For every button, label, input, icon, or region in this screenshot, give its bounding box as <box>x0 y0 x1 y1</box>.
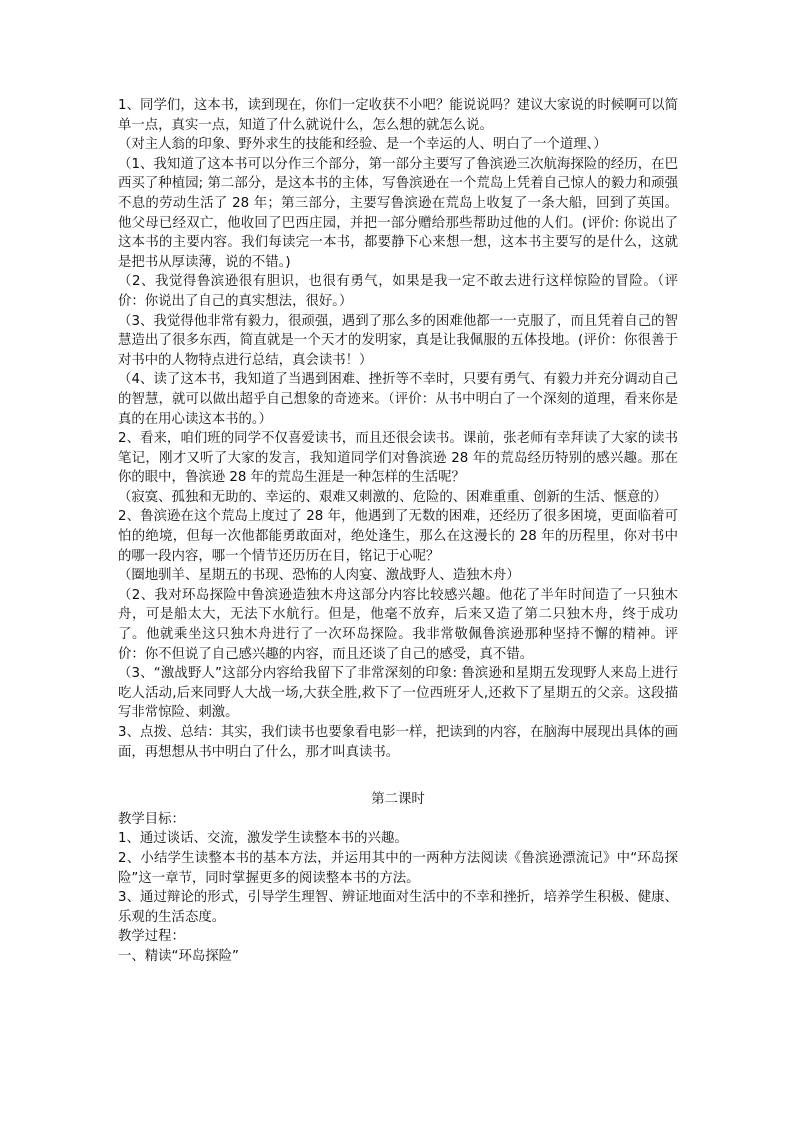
subsection-heading: 一、精读“环岛探险” <box>118 948 239 964</box>
paragraph: 3、点拨、总结：其实，我们读书也要象看电影一样，把读到的内容，在脑海中展现出具体的画面，再想想从书中明白了什么，那才叫真读书。 <box>118 725 678 760</box>
list-item: 3、通过辩论的形式，引导学生理智、辨证地面对生活中的不幸和挫折，培养学生积极、健康、乐观的生活态度。 <box>118 890 678 925</box>
paragraph: 1、同学们，这本书，读到现在，你们一定收获不小吧？能说说吗？建议大家说的时候啊可以简单一点，真实一点，知道了什么就说什么，怎么想的就怎么说。 <box>118 98 678 133</box>
list-item: 2、小结学生读整本书的基本方法，并运用其中的一两种方法阅读《鲁滨逊漂流记》中“环岛探险”这一章节，同时掌握更多的阅读整本书的方法。 <box>118 850 678 886</box>
lesson-one-section <box>118 96 678 762</box>
lesson-two-section <box>118 790 678 966</box>
paragraph: （圈地驯羊、星期五的书现、恐怖的人肉宴、激战野人、造独木舟） <box>118 568 520 584</box>
paragraph: （1、我知道了这本书可以分作三个部分，第一部分主要写了鲁滨逊三次航海探险的经历，在巴西买了种植园; 第二部分，是这本书的主体，写鲁滨逊在一个荒岛上凭着自己惊人的毅力和顽强不息的劳动生活了 28 年；第三部分，主要写鲁滨逊在荒岛上收复了一条大船，回到了英国。他父母已经双亡，他收回了巴西庄园，并把一部分赠给那些帮助过他的人们。(评价: 你说出了这本书的主要内容。我们每读完一本书，都要静下心来想一想，这本书主要写的是什么，这就是把书从厚读薄，说的不错。) <box>118 156 678 270</box>
paragraph: （对主人翁的印象、野外求生的技能和经验、是一个幸运的人、明白了一个道理、） <box>118 137 607 153</box>
paragraph: （2、我觉得鲁滨逊很有胆识，也很有勇气，如果是我一定不敢去进行这样惊险的冒险。（评价：你说出了自己的真实想法，很好。） <box>118 274 678 309</box>
section-heading: 教学目标： <box>118 811 185 827</box>
paragraph: （2、我对环岛探险中鲁滨逊造独木舟这部分内容比较感兴趣。他花了半年时间造了一只独木舟，可是船太大，无法下水航行。但是，他毫不放弃，后来又造了第二只独木舟，终于成功了。他就乘坐这只独木舟进行了一次环岛探险。我非常敬佩鲁滨逊那种坚持不懈的精神。评价：你不但说了自己感兴趣的内容，而且还谈了自己的感受，真不错。 <box>118 587 678 662</box>
list-item: 1、通过谈话、交流，激发学生读整本书的兴趣。 <box>118 831 408 847</box>
paragraph: （4、读了这本书，我知道了当遇到困难、挫折等不幸时，只要有勇气、有毅力并充分调动自己的智慧，就可以做出超乎自己想象的奇迹来。（评价：从书中明白了一个深刻的道理，看来你是真的在用心读这本书的。） <box>118 372 678 427</box>
section-title: 第二课时 <box>371 792 425 808</box>
paragraph: 2、看来，咱们班的同学不仅喜爱读书，而且还很会读书。课前，张老师有幸拜读了大家的读书笔记，刚才又听了大家的发言，我知道同学们对鲁滨逊 28 年的荒岛经历特别的感兴趣。那在你的眼中，鲁滨逊 28 年的荒岛生涯是一种怎样的生活呢？ <box>118 431 678 486</box>
paragraph: （3、我觉得他非常有毅力，很顽强，遇到了那么多的困难他都一一克服了，而且凭着自己的智慧造出了很多东西，简直就是一个天才的发明家，真是让我佩服的五体投地。(评价：你很善于对书中的人物特点进行总结，真会读书！） <box>118 313 678 368</box>
document-page <box>118 96 678 967</box>
paragraph: （3、“激战野人”这部分内容给我留下了非常深刻的印象: 鲁滨逊和星期五发现野人来岛上进行吃人活动,后来同野人大战一场,大获全胜,救下了一位西班牙人,还救下了星期五的父亲。这段描写非常惊险、刺激。 <box>118 666 678 721</box>
paragraph: （寂寞、孤独和无助的、幸运的、艰难又刺激的、危险的、困难重重、创新的生活、惬意的） <box>118 489 668 505</box>
paragraph: 2、鲁滨逊在这个荒岛上度过了 28 年，他遇到了无数的困难，还经历了很多困境，更面临着可怕的绝境，但每一次他都能勇敢面对，绝处逢生，那么在这漫长的 28 年的历程里，你对书中的哪一段内容，哪一个情节还历历在目，铭记于心呢？ <box>118 509 678 564</box>
section-heading: 教学过程： <box>118 929 185 945</box>
